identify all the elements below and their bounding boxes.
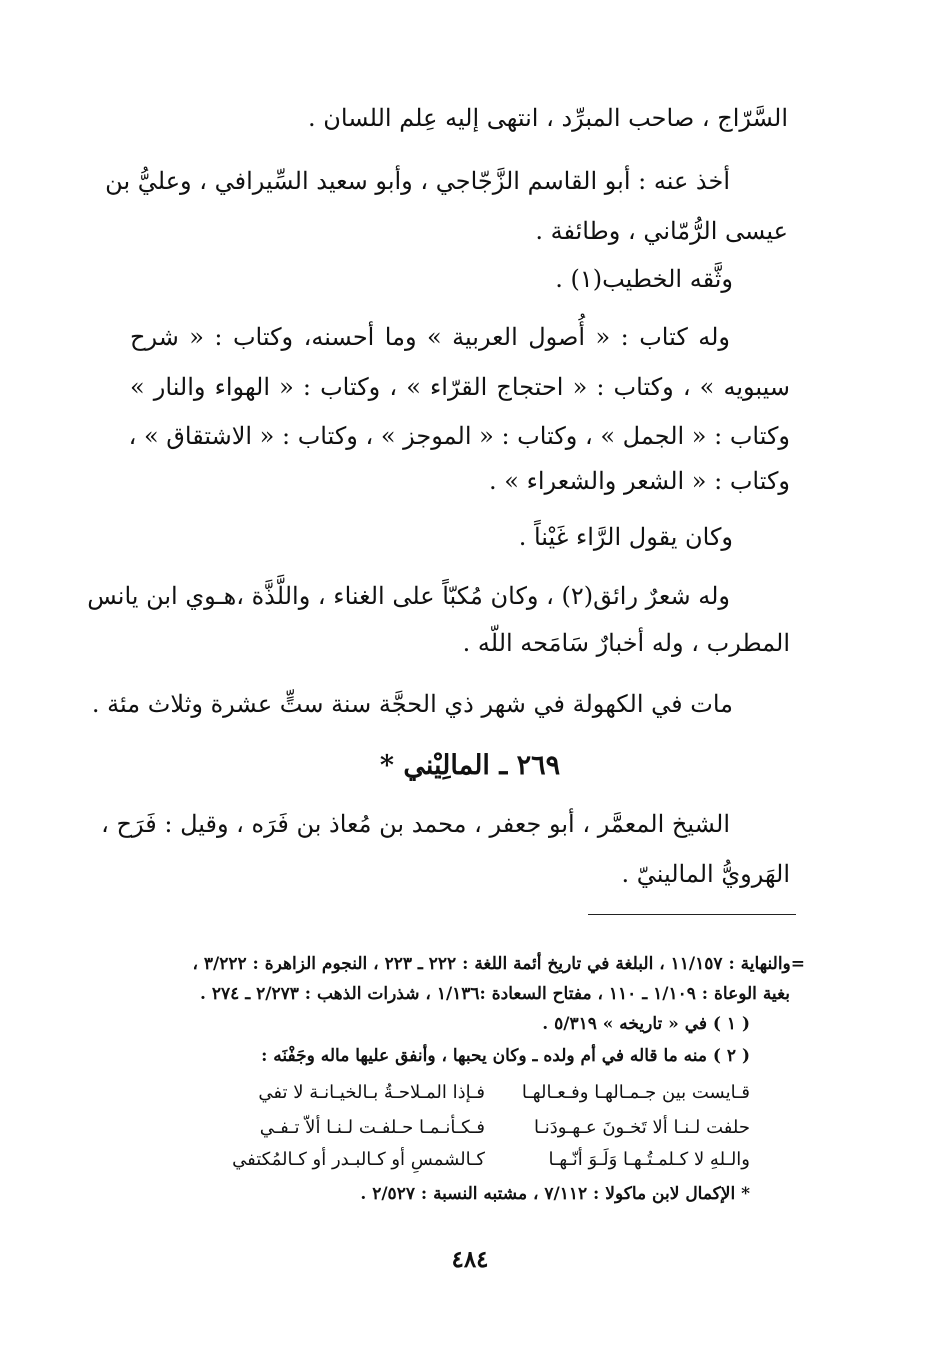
footnote-line: بغية الوعاة : ١/١٠٩ ـ ١١٠ ، مفتاح السعادة :١/١٣٦ ، شذرات الذهب : ٢/٢٧٣ ـ ٢٧٤ . [200, 984, 790, 1004]
poem-hemistich: فـإذا المـلاحـةُ بـالخيـانـة لا تفي [258, 1082, 485, 1103]
text-line: أخذ عنه : أبو القاسم الزَّجّاجي ، وأبو سعيد السِّيرافي ، وعليُّ بن [105, 167, 730, 195]
entry-heading: ٢٦٩ ـ المالِيْني * [379, 750, 561, 781]
text-line: عيسى الرُّمّاني ، وطائفة . [535, 217, 788, 245]
footnote-line: =والنهاية : ١١/١٥٧ ، البلغة في تاريخ أئمة اللغة : ٢٢٢ ـ ٢٢٣ ، النجوم الزاهرة : ٣/٢٢٢ ، [192, 954, 805, 974]
text-line: وله كتاب : « أُصول العربية » وما أحسنه، وكتاب : « شرح [130, 323, 730, 351]
text-line: وكتاب : « الشعر والشعراء » . [489, 467, 790, 495]
text-line: الهَرويُّ المالينيّ . [621, 860, 790, 888]
poem-hemistich: كـالشمسِ أو كـالبـدر أو كـالمُكتفي [232, 1149, 485, 1170]
footnote-line: ( ٢ ) منه ما قاله في أم ولده ـ وكان يحبها ، وأنفق عليها ماله وجَفْنَه : [261, 1046, 750, 1066]
text-line: المطرب ، وله أخبارٌ سَامَحه اللّه . [462, 629, 790, 657]
text-line: الشيخ المعمَّر ، أبو جعفر ، محمد بن مُعاذ بن فَرَه ، وقيل : فَرَح ، [101, 810, 730, 838]
page-number: ٤٨٤ [451, 1246, 489, 1273]
poem-hemistich: قـايست بين جـمـالهـا وفـعـالهـا [521, 1082, 750, 1103]
text-line: وثَّقه الخطيب(١) . [555, 265, 733, 293]
footnote-separator [588, 914, 796, 915]
text-line: وكان يقول الرَّاء غَيْناً . [518, 523, 733, 551]
text-line: مات في الكهولة في شهر ذي الحجَّة سنة ستٍّ عشرة وثلاث مئة . [91, 690, 733, 718]
footnote-line: ( ١ ) في « تاريخه » ٥/٣١٩ . [542, 1014, 750, 1034]
poem-hemistich: والـلهِ لا كـلمـتُـهـا وَلَـوَ أنّـهـا [548, 1149, 750, 1170]
poem-hemistich: فـكـأنـمـا حـلفـت لـنـا ألاّ تـفـي [259, 1117, 485, 1138]
text-line: وكتاب : « الجمل » ، وكتاب : « الموجز » ، وكتاب : « الاشتقاق » ، [128, 422, 790, 450]
footnote-line: * الإكمال لابن ماكولا : ٧/١١٢ ، مشتبه النسبة : ٢/٥٢٧ . [360, 1184, 750, 1204]
text-line: وله شعرٌ رائق(٢) ، وكان مُكبّاً على الغناء ، واللَّذَّة ،هـوي ابن يانس [87, 582, 730, 610]
poem-hemistich: حلفت لـنـا ألا تَخـونَ عـهـودَنـا [533, 1117, 750, 1138]
text-line: سيبويه » ، وكتاب : « احتجاج القرّاء » ، وكتاب : « الهواء والنار » [130, 373, 790, 401]
text-line: السَّرّاج ، صاحب المبرِّد ، انتهى إليه عِلم اللسان . [308, 104, 788, 132]
